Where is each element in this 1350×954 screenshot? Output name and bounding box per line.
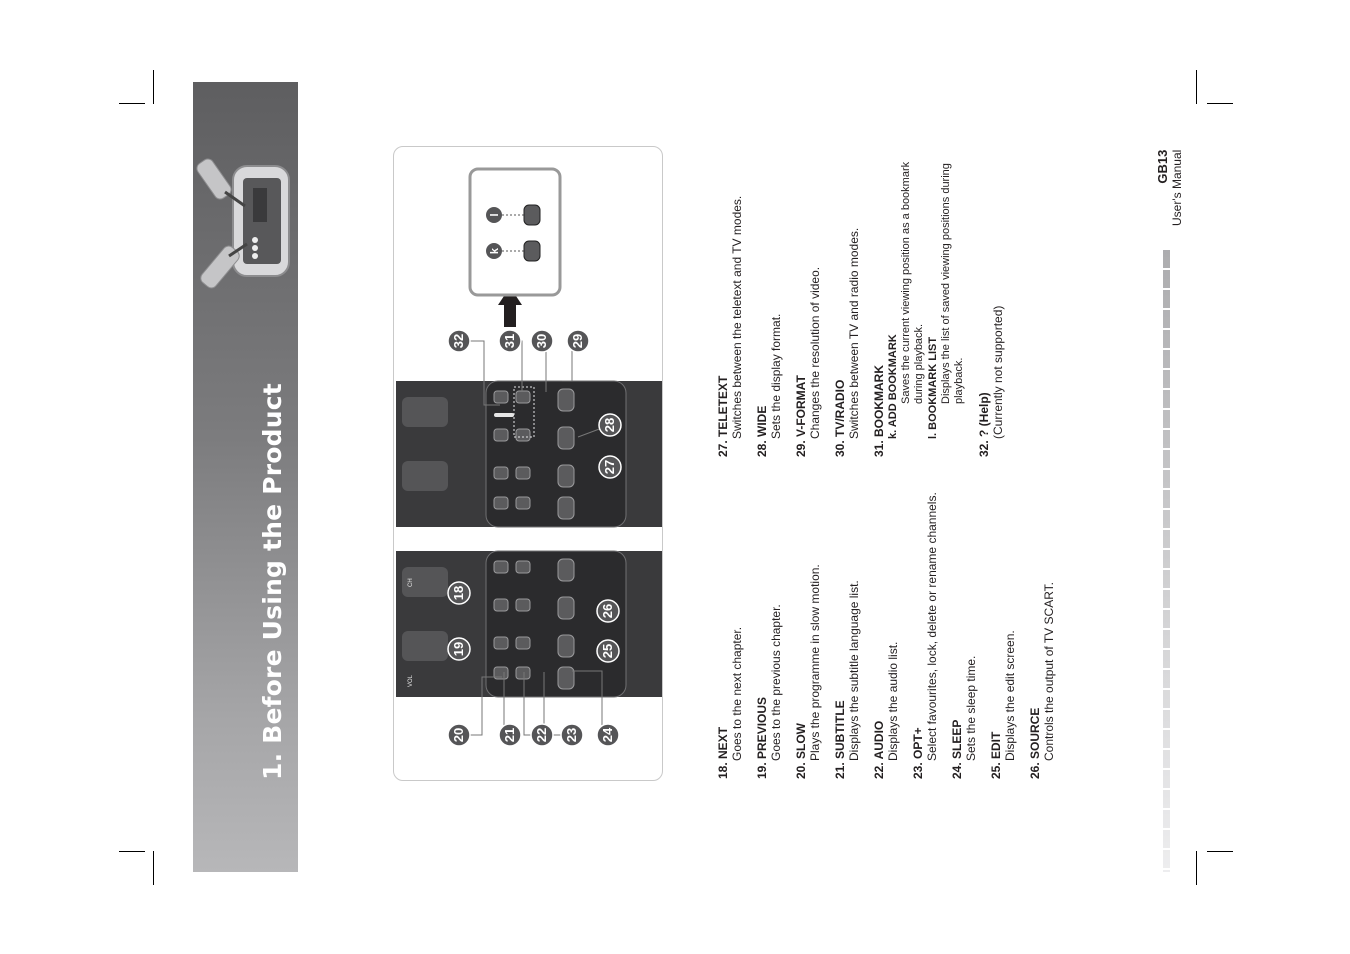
item-heading: 18. NEXT — [716, 726, 730, 779]
callout-30-label: 30 — [534, 333, 549, 349]
callout-28-label: 28 — [602, 417, 617, 433]
chapter-title: 1. Before Using the Product — [258, 383, 287, 780]
callout-18-label: 18 — [451, 585, 466, 601]
remote-section-right — [396, 381, 662, 527]
remote-control-figure — [393, 146, 663, 781]
item-description: Displays the audio list. — [886, 641, 900, 761]
item-heading: 25. EDIT — [989, 731, 1003, 779]
callout-32 — [448, 330, 470, 352]
item-29 — [794, 157, 822, 457]
callout-24-label: 24 — [600, 727, 615, 743]
item-heading: 21. SUBTITLE — [833, 700, 847, 779]
svg-text:VOL: VOL — [408, 674, 414, 687]
item-25 — [989, 479, 1017, 779]
callout-23 — [561, 724, 583, 746]
item-heading: 32. ? (Help) — [977, 392, 991, 457]
callout-22-label: 22 — [534, 727, 549, 743]
item-28 — [755, 157, 783, 457]
callout-21 — [499, 724, 521, 746]
item-description: Sets the sleep time. — [964, 655, 978, 761]
inset-letter-l: l — [489, 213, 501, 217]
item-heading: 27. TELETEXT — [716, 375, 730, 457]
item-30 — [833, 157, 861, 457]
item-23 — [911, 479, 939, 779]
callout-19-label: 19 — [451, 641, 466, 657]
item-description: Plays the programme in slow motion. — [808, 564, 822, 761]
remote-section-left — [396, 551, 662, 697]
callout-20 — [448, 724, 470, 746]
page-footer — [1155, 150, 1184, 226]
item-description: Changes the resolution of video. — [808, 266, 822, 439]
item-description: Controls the output of TV SCART. — [1042, 582, 1056, 761]
crop-mark — [1196, 851, 1197, 885]
crop-mark — [119, 851, 145, 852]
item-heading: 26. SOURCE — [1028, 707, 1042, 779]
item-19 — [755, 479, 783, 779]
callout-25-label: 25 — [600, 643, 615, 659]
item-description: Displays the subtitle language list. — [847, 580, 861, 761]
callout-31-label: 31 — [502, 333, 517, 349]
description-column-left — [716, 479, 1067, 779]
item-18 — [716, 479, 744, 779]
item-heading: 20. SLOW — [794, 722, 808, 779]
item-description: Goes to the previous chapter. — [769, 604, 783, 761]
callout-31 — [499, 330, 521, 352]
item-heading: 30. TV/RADIO — [833, 379, 847, 457]
callout-25 — [597, 640, 619, 662]
callout-27-label: 27 — [602, 459, 617, 475]
item-21 — [833, 479, 861, 779]
crop-mark — [1207, 851, 1233, 852]
callout-20-label: 20 — [451, 727, 466, 743]
button-descriptions — [716, 144, 1056, 779]
callout-18 — [448, 582, 470, 604]
item-description: Select favourites, lock, delete or rename channels. — [925, 492, 939, 761]
crop-mark — [153, 70, 154, 104]
crop-mark — [153, 851, 154, 885]
item-32 — [977, 157, 1005, 457]
bookmark-inset — [470, 169, 560, 295]
callout-26 — [597, 600, 619, 622]
item-description: Goes to the next chapter. — [730, 626, 744, 761]
item-20 — [794, 479, 822, 779]
item-27 — [716, 157, 744, 457]
callout-24 — [597, 724, 619, 746]
inset-letter-k: k — [489, 247, 501, 255]
callout-22 — [531, 724, 553, 746]
sub-description: Saves the current viewing position as a bookmark during playback. — [900, 161, 925, 404]
item-heading: 19. PREVIOUS — [755, 696, 769, 779]
item-description: Displays the edit screen. — [1003, 630, 1017, 761]
item-22 — [872, 479, 900, 779]
bookmark-sub-l — [926, 157, 966, 457]
callout-30 — [531, 330, 553, 352]
callout-26-label: 26 — [600, 603, 615, 619]
item-heading: 23. OPT+ — [911, 727, 925, 779]
model-code: GB13 — [1155, 149, 1170, 184]
item-description: (Currently not supported) — [991, 305, 1005, 439]
callout-21-label: 21 — [502, 727, 517, 743]
crop-mark — [1196, 70, 1197, 104]
receiver-illustration — [193, 152, 298, 302]
callout-29 — [567, 330, 589, 352]
callout-29-label: 29 — [570, 333, 585, 349]
side-tab-strip — [1163, 250, 1170, 872]
sub-description: Displays the list of saved viewing positions during playback. — [940, 163, 965, 404]
callout-23-label: 23 — [564, 727, 579, 743]
item-heading: 24. SLEEP — [950, 719, 964, 779]
item-26 — [1028, 479, 1056, 779]
item-heading: 22. AUDIO — [872, 720, 886, 779]
item-31 — [872, 157, 966, 457]
item-description: Switches between the teletext and TV modes. — [730, 195, 744, 439]
sub-heading: k. ADD BOOKMARK — [887, 334, 899, 439]
manual-label: User's Manual — [1170, 149, 1184, 226]
item-description: Sets the display format. — [769, 313, 783, 439]
item-description: Switches between TV and radio modes. — [847, 227, 861, 439]
crop-mark — [119, 103, 145, 104]
svg-text:CH: CH — [408, 578, 414, 587]
item-heading: 29. V-FORMAT — [794, 375, 808, 457]
item-24 — [950, 479, 978, 779]
item-heading: 31. BOOKMARK — [872, 364, 886, 457]
sub-heading: l. BOOKMARK LIST — [927, 336, 939, 439]
description-column-right — [716, 157, 1016, 457]
callout-27 — [599, 456, 621, 478]
callout-28 — [599, 414, 621, 436]
callout-32-label: 32 — [451, 333, 466, 349]
crop-mark — [1207, 103, 1233, 104]
callout-19 — [448, 638, 470, 660]
bookmark-sub-k — [886, 157, 926, 457]
item-heading: 28. WIDE — [755, 405, 769, 457]
